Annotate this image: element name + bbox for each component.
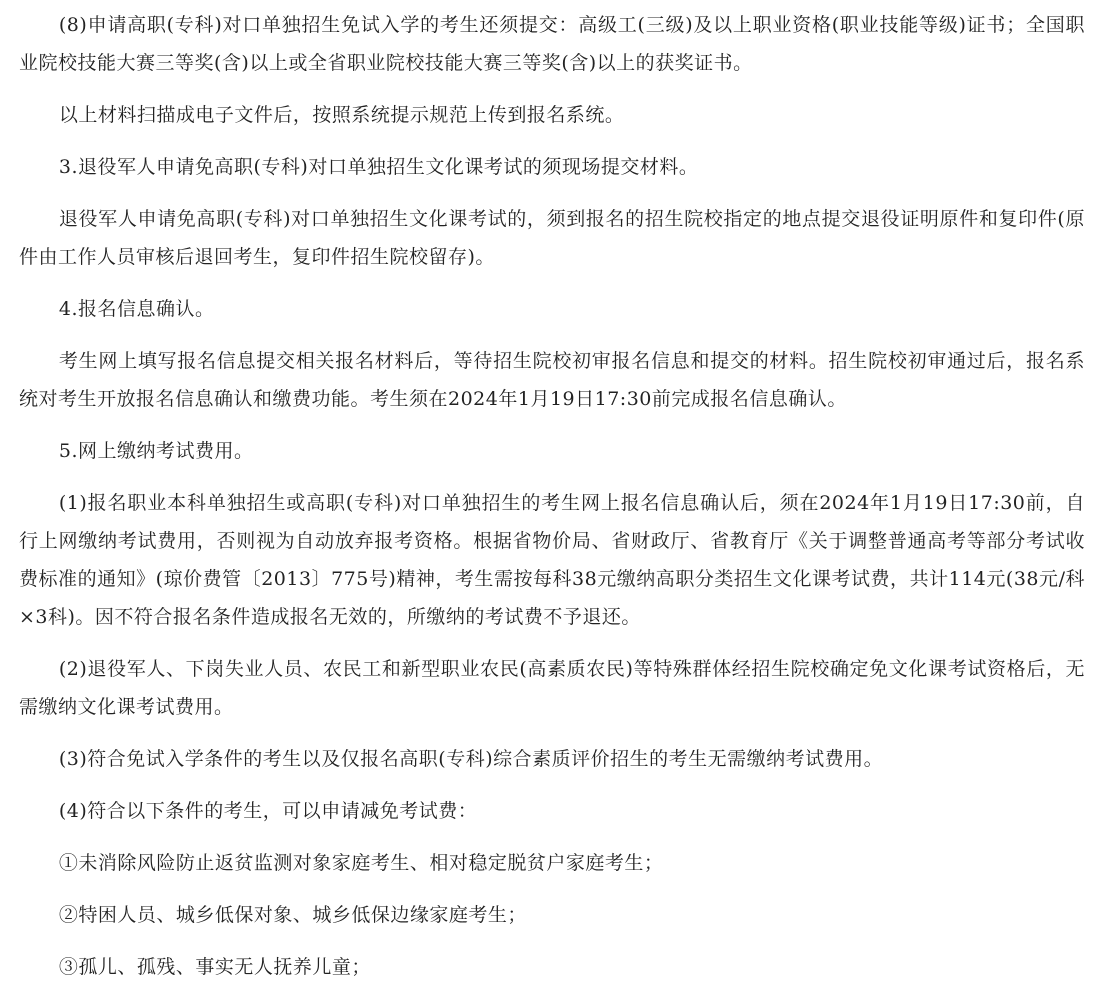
paragraph-waiver-condition-1: ①未消除风险防止返贫监测对象家庭考生、相对稳定脱贫户家庭考生； [58,852,664,874]
paragraph-veteran-onsite-detail: 退役军人申请免高职(专科)对口单独招生文化课考试的，须到报名的招生院校指定的地点提交退役证明原件和复印件(原件由工作人员审核后退回考生，复印件招生院校留存)。 [19,208,1085,268]
paragraph-certificate-requirement: (8)申请高职(专科)对口单独招生免试入学的考生还须提交：高级工(三级)及以上职业资格(职业技能等级)证书；全国职业院校技能大赛三等奖(含)以上或全省职业院校技能大赛三等奖(含)以上的获奖证书。 [19,14,1085,74]
paragraph-waiver-condition-3: ③孤儿、孤残、事实无人抚养儿童； [58,956,371,978]
paragraph-payment-item-2: (2)退役军人、下岗失业人员、农民工和新型职业农民(高素质农民)等特殊群体经招生院校确定免文化课考试资格后，无需缴纳文化课考试费用。 [19,658,1085,718]
paragraph-waiver-condition-2: ②特困人员、城乡低保对象、城乡低保边缘家庭考生； [58,904,527,926]
paragraph-upload-instruction: 以上材料扫描成电子文件后，按照系统提示规范上传到报名系统。 [58,104,625,126]
paragraph-payment-heading: 5.网上缴纳考试费用。 [58,440,254,462]
paragraph-payment-item-3: (3)符合免试入学条件的考生以及仅报名高职(专科)综合素质评价招生的考生无需缴纳考试费用。 [58,748,884,770]
paragraph-payment-item-1: (1)报名职业本科单独招生或高职(专科)对口单独招生的考生网上报名信息确认后，须在2024年1月19日17:30前，自行上网缴纳考试费用，否则视为自动放弃报考资格。根据省物价局、省财政厅、省教育厅《关于调整普通高考等部分考试收费标准的通知》(琼价费管〔2013〕775号)精神，考生需按每科38元缴纳高职分类招生文化课考试费，共计114元(38元/科×3科)。因不符合报名条件造成报名无效的，所缴纳的考试费不予退还。 [19,492,1085,628]
paragraph-veteran-onsite-heading: 3.退役军人申请免高职(专科)对口单独招生文化课考试的须现场提交材料。 [58,156,699,178]
paragraph-confirmation-detail: 考生网上填写报名信息提交相关报名材料后，等待招生院校初审报名信息和提交的材料。招生院校初审通过后，报名系统对考生开放报名信息确认和缴费功能。考生须在2024年1月19日17:30前完成报名信息确认。 [19,350,1085,410]
paragraph-payment-item-4: (4)符合以下条件的考生，可以申请减免考试费： [58,800,478,822]
paragraph-confirmation-heading: 4.报名信息确认。 [58,298,215,320]
